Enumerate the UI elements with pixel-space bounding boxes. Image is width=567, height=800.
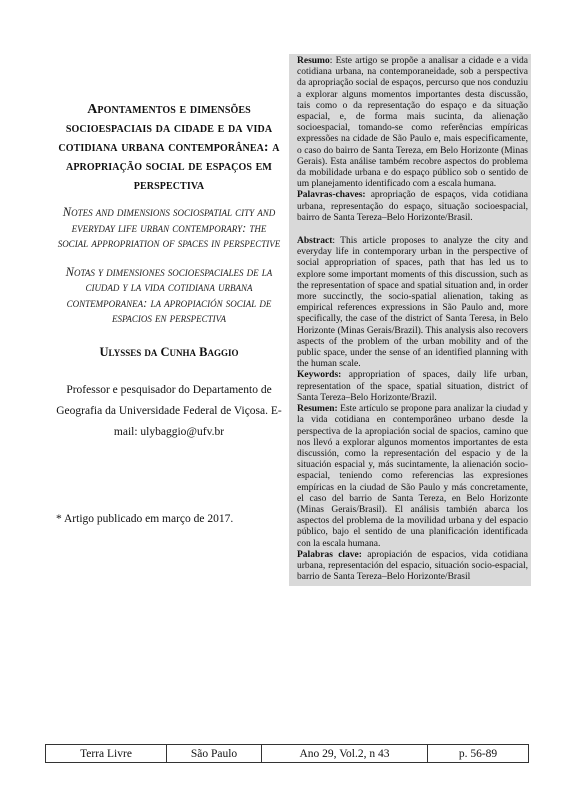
palavras-label: Palavras-chaves: [297, 190, 366, 201]
footer-volume: Ano 29, Vol.2, n 43 [262, 745, 428, 762]
abstract-paragraph [297, 236, 528, 370]
keywords-label: Keywords: [297, 370, 342, 381]
abstract-box [289, 54, 531, 586]
resumen-text: Este artículo se propone para analizar la ciudad y la vida cotidiana en contemporâneo urbano desde la perspectiva de la apropiación social de spacios, camino que nos llevó a explorar algunos momentos importantes de esta discussión, como la representación del espacio y de la situación espacial y, más sucintamente, la alienación socio-espacial, teniendo como referencias las expresiones empíricas en la ciudad de São Paulo y más concretamente, el caso del barrio de Santa Tereza, en Belo Horizonte (Minas Gerais/Brasil). El análisis también abarca los aspectos del problema de la movilidad urbana y del espacio público, bajo el sentido de una planificación identificada con la escala humana. [297, 404, 528, 549]
footer-journal: Terra Livre [46, 745, 167, 762]
title-column [56, 100, 282, 525]
abstract-text: : This article proposes to analyze the city and everyday life in contemporary urban in the perspective of social appropriation of spaces, path that has led us to explore some important moments of this discussion, such as the representation of space and spatial situation and, in order more succinctly, the socio-spatial alienation, taking as empirical references expressions in São Paulo and, more specifically, the case of the district of Santa Teresa, in Belo Horizonte (Minas Gerais/Brazil). This analysis also recovers aspects of the problem of the urban mobility and of the public space, under the sense of an identified planning with the human scale. [297, 236, 528, 370]
footer-city: São Paulo [167, 745, 262, 762]
palabras-label: Palabras clave: [297, 549, 362, 560]
article-title-spanish: Notas y dimensiones socioespaciales de la ciudad y la vida cotidiana urbana contemporanea: la apropiación social de espacios en perspectiva [65, 264, 273, 325]
publication-note: * Artigo publicado em março de 2017. [56, 512, 234, 525]
resumen-paragraph [297, 404, 528, 550]
keywords-text: appropriation of spaces, daily life urban, representation of the space, spatial situation, district of Santa Tereza–Belo Horizonte/Brazil. [297, 370, 528, 403]
palavras-paragraph [297, 190, 528, 224]
palabras-paragraph [297, 550, 528, 584]
keywords-paragraph [297, 370, 528, 404]
article-title: Apontamentos e dimensões socioespaciais da cidade e da vida cotidiana urbana contemporânea: a apropriação social de espaços em perspectiva [58, 102, 280, 193]
author-affiliation: Professor e pesquisador do Departamento de Geografia da Universidade Federal de Viçosa. E-mail: ulybaggio@ufv.br [56, 383, 282, 438]
resumo-paragraph [297, 56, 528, 190]
palabras-text: apropiación de espacios, vida cotidiana urbana, representación del espacio, situación socio-espacial, barrio de Santa Tereza–Belo Horizonte/Brasil [297, 549, 528, 583]
article-title-english: Notes and dimensions sociospatial city and everyday life urban contemporary: the social appropriation of spaces in perspective [57, 205, 281, 250]
resumo-text: : Este artigo se propõe a analisar a cidade e a vida cotidiana urbana, na contemporaneidade, sob a perspectiva da apropriação social de espaços, percurso que nos conduziu a explorar alguns momentos importantes desta discussão, tais como o da representação do espaço e da situação espacial, e, de forma mais sucinta, da alienação socioespacial, tomando-se como referências empíricas expressões na cidade de São Paulo e, mais especificamente, o caso do bairro de Santa Tereza, em Belo Horizonte (Minas Gerais). Esta análise também recobre aspectos do problema da mobilidade urbana e do espaço público sob o sentido de um planejamento identificado com a escala humana. [297, 56, 528, 190]
footer-pages: p. 56-89 [458, 747, 498, 760]
resumen-label: Resumen: [297, 404, 338, 415]
author-name: Ulysses da Cunha Baggio [99, 344, 239, 359]
journal-footer [45, 744, 529, 763]
resumo-label: Resumo [297, 56, 330, 66]
abstract-label: Abstract [297, 236, 333, 247]
palavras-text: apropriação de espaços, vida cotidiana urbana, representação do espaço, situação socioespacial, bairro de Santa Tereza–Belo Horizonte/Brasil. [297, 190, 528, 223]
spacer [297, 224, 528, 236]
